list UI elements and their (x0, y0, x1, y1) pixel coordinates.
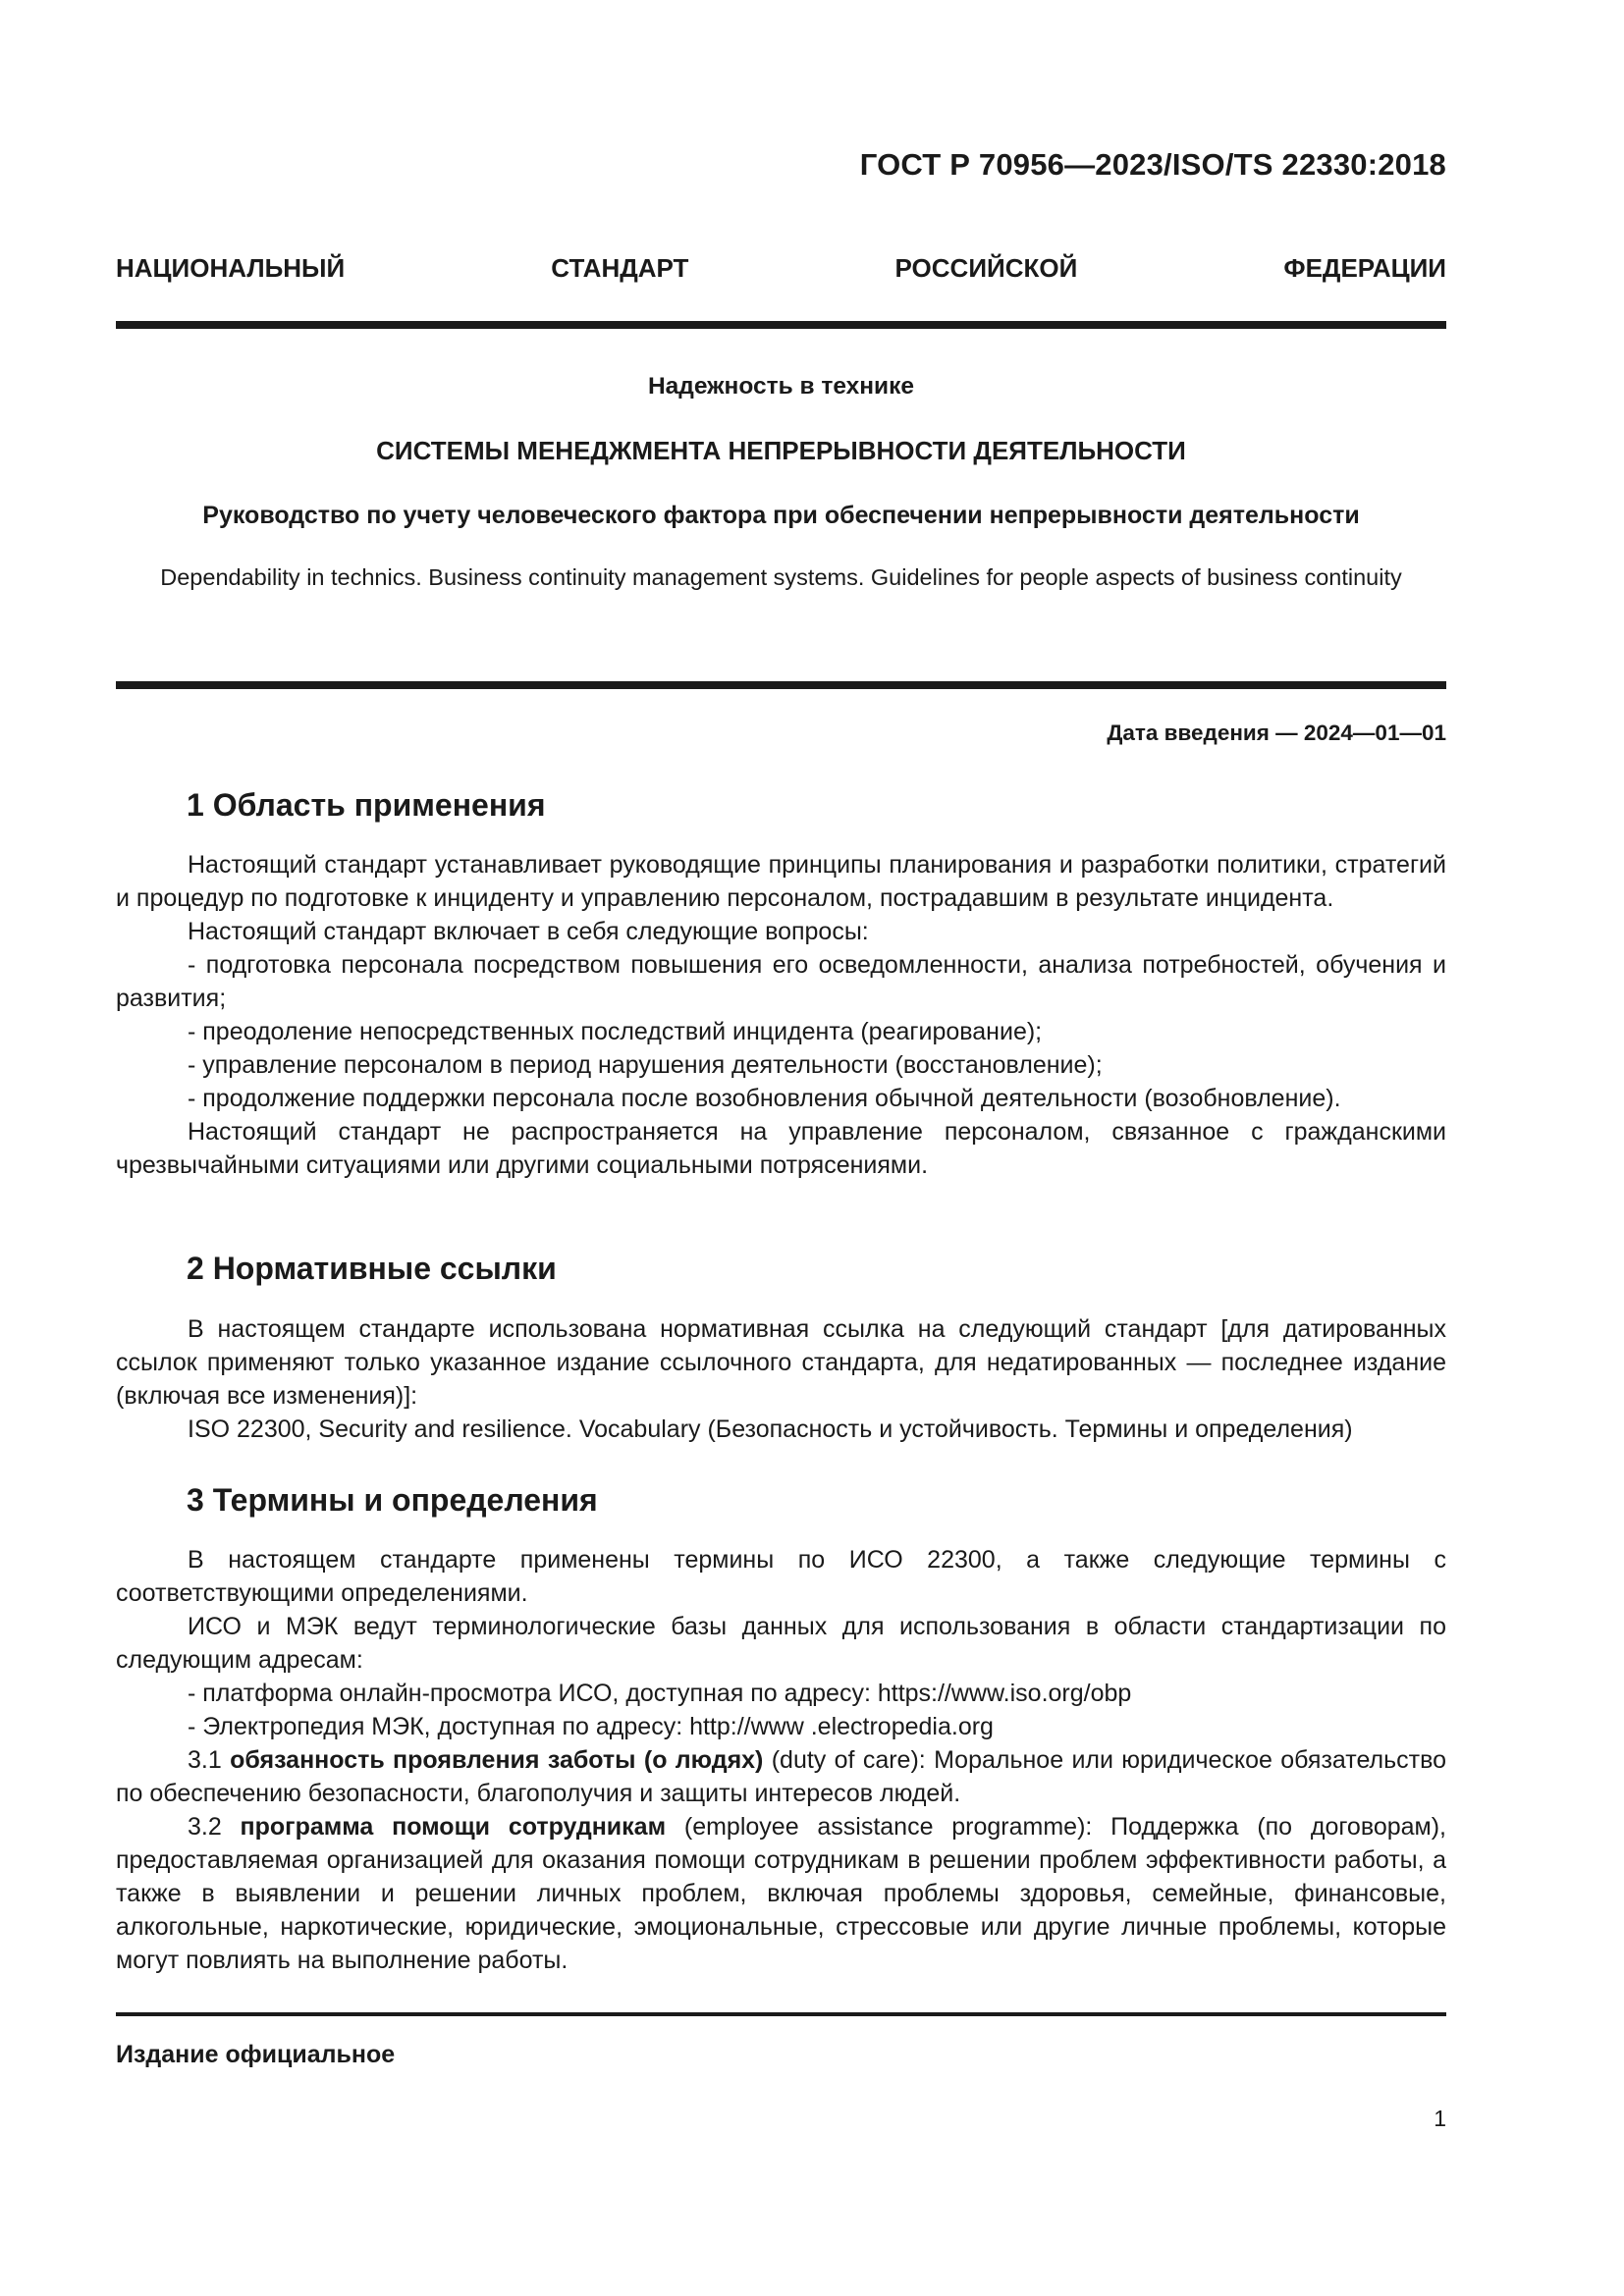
term-definition-3-1 (116, 1743, 1446, 1810)
term-number: 3.1 (188, 1746, 231, 1774)
title-line-3: Руководство по учету человеческого фактора при обеспечении непрерывности деятельности (202, 502, 1360, 529)
term: программа помощи сотрудникам (240, 1813, 667, 1841)
list-item: - Электропедия МЭК, доступная по адресу: http://www .electropedia.org (188, 1713, 994, 1740)
title-line-1: Надежность в технике (647, 373, 915, 400)
paragraph: Настоящий стандарт устанавливает руководящие принципы планирования и разработки политики, стратегий и процедур по подготовке к инциденту и управлению персоналом, пострадавшим в результате инцидента. (116, 851, 1446, 912)
footer-rule (116, 2012, 1446, 2016)
paragraph: ISO 22300, Security and resilience. Vocabulary (Безопасность и устойчивость. Термины и определения) (188, 1415, 1353, 1443)
section-1-heading: 1 Область применения (187, 787, 546, 823)
list-item: - платформа онлайн-просмотра ИСО, доступная по адресу: https://www.iso.org/obp (188, 1680, 1132, 1707)
page-number: 1 (1434, 2106, 1446, 2131)
top-rule (116, 321, 1446, 329)
list-item: - преодоление непосредственных последствий инцидента (реагирование); (188, 1018, 1043, 1045)
section-1-body (116, 848, 1446, 1182)
list-item: - подготовка персонала посредством повышения его осведомленности, анализа потребностей, обучения и развития; (116, 951, 1446, 1012)
standard-code: ГОСТ Р 70956—2023/ISO/TS 22330:2018 (859, 147, 1446, 182)
paragraph: В настоящем стандарте использована нормативная ссылка на следующий стандарт [для датированных ссылок применяют только указанное издание ссылочного стандарта, для недатированных — последнее издание (включая все изменения)]: (116, 1315, 1446, 1410)
term: обязанность проявления заботы (о людях) (230, 1746, 764, 1774)
list-item: - продолжение поддержки персонала после возобновления обычной деятельности (возобновление). (188, 1085, 1341, 1112)
paragraph: Настоящий стандарт включает в себя следующие вопросы: (188, 918, 869, 945)
paragraph: ИСО и МЭК ведут терминологические базы данных для использования в области стандартизации по следующим адресам: (116, 1613, 1446, 1674)
official-edition-label: Издание официальное (116, 2041, 396, 2068)
section-2-body (116, 1312, 1446, 1446)
list-item: - управление персоналом в период нарушения деятельности (восстановление); (188, 1051, 1103, 1079)
title-rule (116, 681, 1446, 689)
section-2-heading: 2 Нормативные ссылки (187, 1251, 557, 1286)
term-number: 3.2 (188, 1813, 241, 1841)
national-standard-banner: НАЦИОНАЛЬНЫЙ СТАНДАРТ РОССИЙСКОЙ ФЕДЕРАЦИИ (116, 253, 1446, 283)
title-line-2: СИСТЕМЫ МЕНЕДЖМЕНТА НЕПРЕРЫВНОСТИ ДЕЯТЕЛЬНОСТИ (376, 436, 1186, 465)
term-definition-3-2 (116, 1810, 1446, 1977)
section-3-body (116, 1543, 1446, 1977)
introduction-date: Дата введения — 2024—01—01 (1107, 721, 1446, 745)
term-definition: (duty of care): Моральное или юридическое обязательство по обеспечению безопасности, благополучия и защиты интересов людей. (116, 1746, 1446, 1807)
section-3-heading: 3 Термины и определения (187, 1482, 598, 1518)
term-definition: (employee assistance programme): Поддержка (по договорам), предоставляемая организацией для оказания помощи сотрудникам в решении проблем эффективности работы, а также в выявлении и решении личных проблем, включая проблемы здоровья, семейные, финансовые, алкогольные, наркотические, юридические, эмоциональные, стрессовые или другие личные проблемы, которые могут повлиять на выполнение работы. (116, 1813, 1446, 1974)
paragraph: Настоящий стандарт не распространяется на управление персоналом, связанное с гражданскими чрезвычайными ситуациями или другими социальными потрясениями. (116, 1118, 1446, 1179)
paragraph: В настоящем стандарте применены термины по ИСО 22300, а также следующие термины с соответствующими определениями. (116, 1546, 1446, 1607)
title-english: Dependability in technics. Business continuity management systems. Guidelines for people aspects of business continuity (160, 564, 1402, 590)
